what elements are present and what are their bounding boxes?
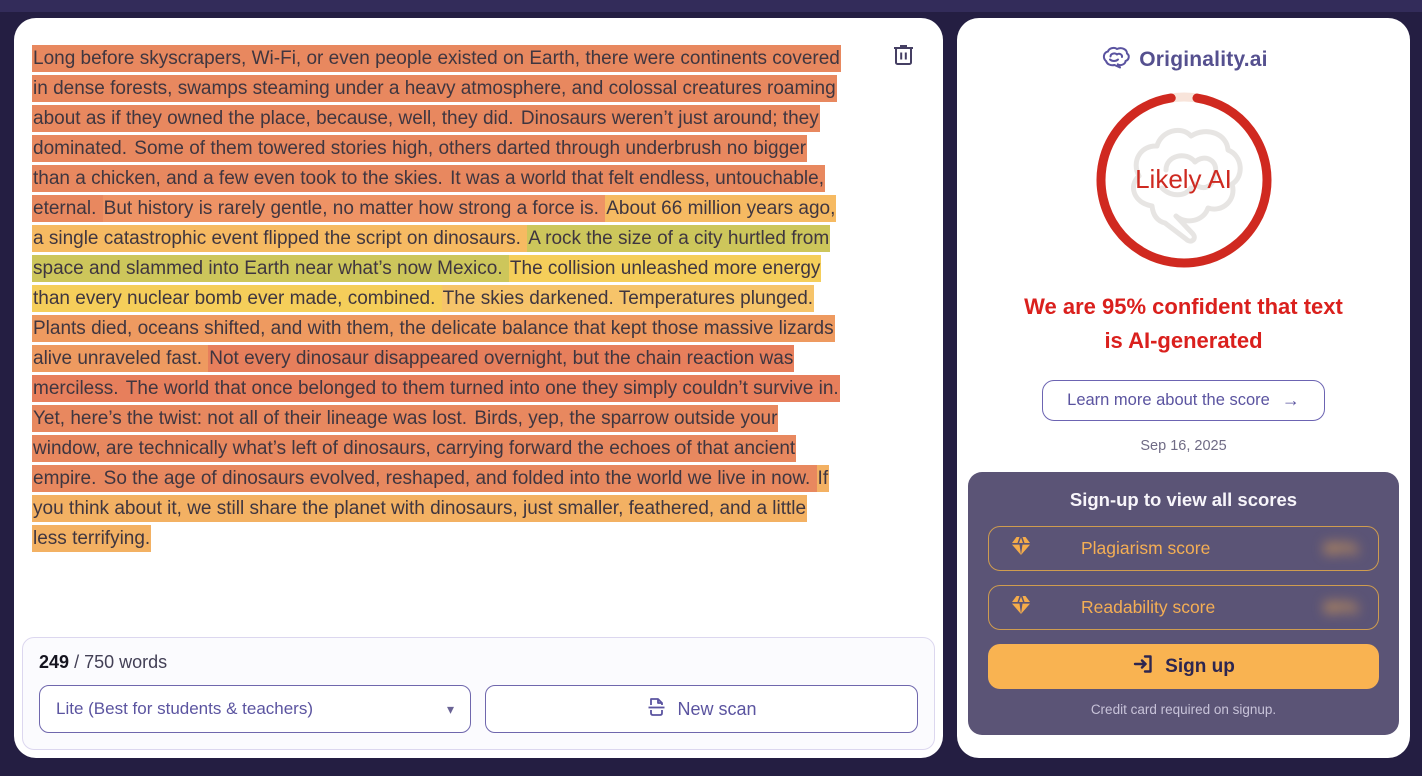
confidence-statement bbox=[957, 290, 1410, 358]
word-count-separator: / bbox=[74, 652, 85, 672]
learn-more-button[interactable] bbox=[1042, 380, 1325, 421]
word-count-total: 750 bbox=[84, 652, 115, 672]
readability-score-row[interactable] bbox=[988, 585, 1379, 630]
results-card bbox=[957, 18, 1410, 758]
new-scan-label: New scan bbox=[677, 698, 757, 719]
sign-up-label: Sign up bbox=[1165, 655, 1235, 677]
brand-logo bbox=[957, 44, 1410, 76]
model-select-value: Lite (Best for students & teachers) bbox=[56, 699, 314, 718]
editor-footer bbox=[22, 637, 935, 750]
highlighted-sentence: Not every dinosaur disappeared overnight, but the chain reaction was merciless. bbox=[32, 345, 794, 402]
gem-icon bbox=[1009, 535, 1033, 562]
highlighted-sentence: The world that once belonged to them turned into one they simply couldn’t survive in. bbox=[125, 375, 840, 402]
highlighted-sentence: Some of them towered stories high, others darted through underbrush no bigger than a chicken, and a few even took to the skies. bbox=[32, 135, 807, 192]
model-select-dropdown[interactable] bbox=[39, 685, 471, 733]
scanned-text[interactable] bbox=[32, 44, 844, 554]
signup-note: Credit card required on signup. bbox=[1090, 702, 1277, 717]
highlighted-sentence: So the age of dinosaurs evolved, reshaped, and folded into the world we live in now. bbox=[103, 465, 817, 492]
highlighted-sentence: Plants died, oceans shifted, and with them, the delicate balance that kept those massive lizards alive unraveled fast. bbox=[32, 315, 835, 372]
signup-heading: Sign-up to view all scores bbox=[1069, 489, 1298, 510]
ai-score-gauge bbox=[1096, 92, 1272, 268]
highlighted-sentence: But history is rarely gentle, no matter how strong a force is. bbox=[103, 195, 606, 222]
gem-icon bbox=[1009, 594, 1033, 621]
signup-panel bbox=[968, 472, 1399, 735]
scan-date: Sep 16, 2025 bbox=[1140, 438, 1227, 454]
delete-scan-button[interactable] bbox=[885, 38, 921, 74]
readability-score-label: Readability score bbox=[1081, 597, 1216, 617]
plagiarism-score-row[interactable] bbox=[988, 526, 1379, 571]
arrow-right-icon: → bbox=[1281, 390, 1300, 410]
highlighted-sentence: The skies darkened. Temperatures plunged. bbox=[442, 285, 814, 312]
scan-document-icon bbox=[646, 696, 667, 723]
chevron-down-icon: ▾ bbox=[446, 700, 454, 717]
plagiarism-score-label: Plagiarism score bbox=[1081, 538, 1211, 558]
new-scan-button[interactable] bbox=[485, 685, 918, 733]
plagiarism-score-masked-value: 80% bbox=[1323, 538, 1358, 558]
highlighted-sentence: About 66 million years ago, a single catastrophic event flipped the script on dinosaurs. bbox=[32, 195, 836, 252]
sign-up-button[interactable] bbox=[988, 644, 1379, 689]
page-top-strip bbox=[0, 0, 1422, 12]
editor-card bbox=[14, 18, 943, 758]
trash-icon bbox=[892, 42, 915, 70]
highlighted-sentence: A rock the size of a city hurtled from space and slammed into Earth near what’s now Mexico. bbox=[32, 225, 830, 282]
highlighted-sentence: Yet, here’s the twist: not all of their lineage was lost. bbox=[32, 405, 473, 432]
highlighted-sentence: Dinosaurs weren’t just around; they dominated. bbox=[32, 105, 820, 162]
login-icon bbox=[1132, 653, 1154, 681]
word-count-current: 249 bbox=[39, 652, 70, 672]
gauge-verdict-label: Likely AI bbox=[1135, 164, 1232, 194]
highlighted-sentence: It was a world that felt endless, untouchable, eternal. bbox=[32, 165, 825, 222]
readability-score-masked-value: 80% bbox=[1323, 597, 1358, 617]
confidence-line2: is AI-generated bbox=[1104, 328, 1263, 353]
word-count-suffix: words bbox=[119, 652, 168, 672]
word-count bbox=[39, 652, 918, 673]
learn-more-label: Learn more about the score bbox=[1067, 391, 1270, 409]
confidence-line1: We are 95% confident that text bbox=[1024, 294, 1343, 319]
highlighted-sentence: If you think about it, we still share the planet with dinosaurs, just smaller, feathered, and a little less terrifying. bbox=[32, 465, 829, 552]
highlighted-sentence: The collision unleashed more energy than every nuclear bomb ever made, combined. bbox=[32, 255, 821, 312]
brain-logo-icon bbox=[1099, 44, 1131, 76]
highlighted-sentence: Birds, yep, the sparrow outside your window, are technically what’s left of dinosaurs, carrying forward the echoes of that ancient empire. bbox=[32, 405, 796, 492]
brand-name: Originality.ai bbox=[1139, 48, 1268, 71]
highlighted-sentence: Long before skyscrapers, Wi-Fi, or even people existed on Earth, there were continents covered in dense forests, swamps steaming under a heavy atmosphere, and colossal creatures roaming about as if they owned the place, because, well, they did. bbox=[32, 45, 841, 132]
